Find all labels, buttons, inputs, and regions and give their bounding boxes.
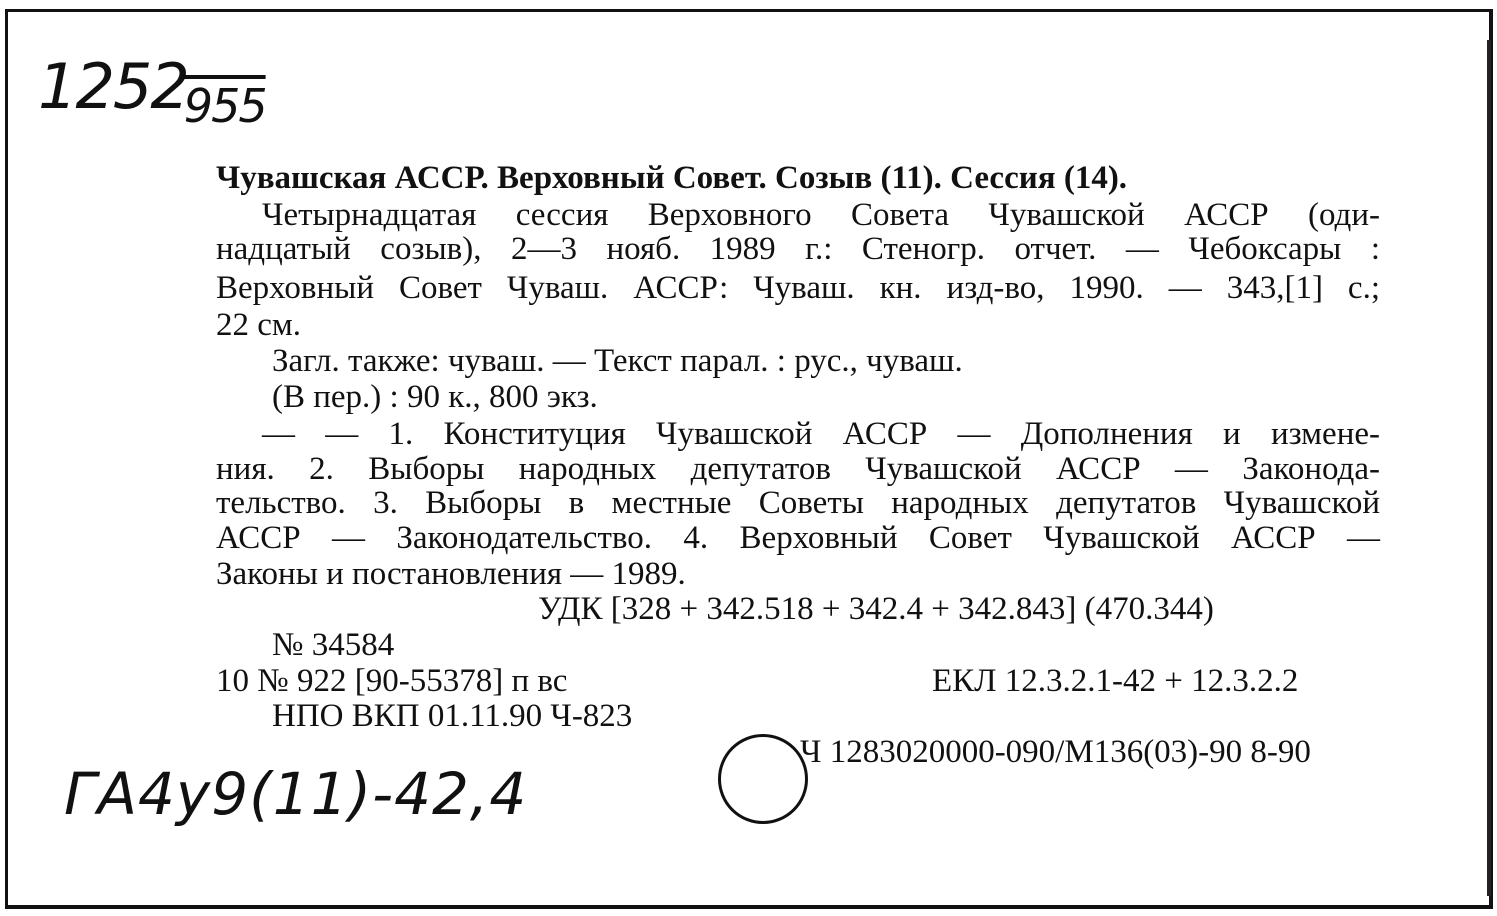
ekl-line: ЕКЛ 12.3.2.1-42 + 12.3.2.2: [932, 663, 1299, 699]
order-line: 10 № 922 [90-55378] п вс: [216, 663, 568, 699]
handwritten-superscript: 955: [183, 79, 266, 133]
title-line-1: Четырнадцатая сессия Верховного Совета Чувашской АССР (оди-: [262, 197, 1380, 233]
note-parallel: Загл. также: чуваш. — Текст парал. : рус., чуваш.: [272, 343, 963, 379]
isbn-code: Ч 1283020000-090/М136(03)-90 8-90: [800, 734, 1311, 770]
udk-line: УДК [328 + 342.518 + 342.4 + 342.843] (470.344): [538, 591, 1214, 627]
handwritten-shelf-code: ГА4у9(11)-42,4: [64, 760, 528, 828]
subject-line-2: ния. 2. Выборы народных депутатов Чувашской АССР — Законода-: [216, 451, 1380, 487]
title-line-3: Верховный Совет Чуваш. АССР: Чуваш. кн. изд-во, 1990. — 343,[1] с.;: [216, 270, 1380, 306]
subject-line-3: тельство. 3. Выборы в местные Советы народных депутатов Чувашской: [216, 485, 1380, 521]
subject-line-4: АССР — Законодательство. 4. Верховный Совет Чувашской АССР —: [216, 520, 1380, 556]
subject-line-1: — — 1. Конституция Чувашской АССР — Дополнения и измене-: [262, 416, 1380, 452]
card-number: № 34584: [272, 627, 395, 663]
title-line-4: 22 см.: [216, 307, 302, 343]
title-line-2: надцатый созыв), 2—3 нояб. 1989 г.: Стеногр. отчет. — Чебоксары :: [216, 231, 1380, 267]
npo-line: НПО ВКП 01.11.90 Ч-823: [272, 698, 633, 734]
circle-stamp: [718, 734, 808, 824]
card-edge-mark: [1487, 40, 1491, 896]
subject-line-5: Законы и постановления — 1989.: [216, 556, 686, 592]
handwritten-inventory-number: [38, 50, 270, 133]
handwritten-number: 1252: [38, 50, 188, 123]
entry-heading: Чувашская АССР. Верховный Совет. Созыв (11). Сессия (14).: [216, 160, 1128, 196]
price-line: (В пер.) : 90 к., 800 экз.: [272, 379, 598, 415]
